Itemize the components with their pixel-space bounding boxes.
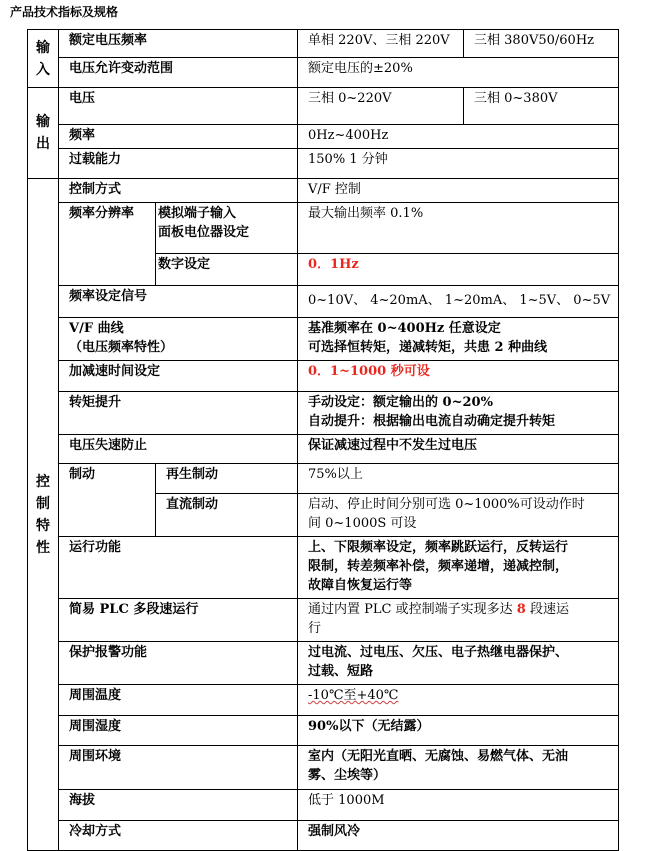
table-row (28, 179, 619, 203)
spec-sublabel: 再生制动 (156, 464, 298, 494)
torque-value-1: 手动设定：额定输出的 0~20% (308, 395, 493, 410)
table-row (28, 790, 619, 821)
group-input (28, 30, 59, 88)
plc-value-1 (308, 600, 614, 619)
spec-value: 强制风冷 (298, 821, 619, 851)
spec-value: 单相 220V、三相 220V (298, 30, 464, 58)
run-value-2: 限制，转差频率补偿，频率递增，递减控制， (308, 559, 569, 574)
spec-value: 三相 380V50/60Hz (464, 30, 619, 58)
table-row (28, 435, 619, 464)
env-value-1: 室内（无阳光直晒、无腐蚀、易燃气体、无油 (308, 749, 569, 764)
table-row (28, 746, 619, 790)
temp-value: -10℃至+40℃ (308, 688, 399, 703)
spec-value (298, 392, 619, 435)
vf-label-1: V/F 曲线 (69, 321, 124, 336)
vf-label-2: （电压频率特性） (69, 340, 174, 355)
spec-value (298, 537, 619, 599)
spec-label: 简易 PLC 多段速运行 (59, 599, 298, 642)
table-row (28, 30, 619, 58)
table-row (28, 318, 619, 361)
spec-sublabel: 直流制动 (156, 494, 298, 537)
group-control-label: 控制特性 (36, 473, 50, 556)
table-row (28, 392, 619, 435)
spec-value: 150% 1 分钟 (298, 149, 619, 179)
table-row (28, 361, 619, 392)
spec-label: 海拔 (59, 790, 298, 821)
spec-label: 转矩提升 (59, 392, 298, 435)
spec-label (59, 318, 298, 361)
group-output-label: 输出 (36, 114, 50, 152)
spec-value: 0．1~1000 秒可设 (298, 361, 619, 392)
spec-sublabel: 数字设定 (156, 254, 298, 286)
table-row (28, 286, 619, 318)
spec-label: 电压失速防止 (59, 435, 298, 464)
plc-value-2: 行 (308, 621, 322, 636)
page-title: 产品技术指标及规格 (10, 5, 119, 19)
spec-value: 75%以上 (298, 464, 619, 494)
spec-value: 三相 0~380V (464, 88, 619, 125)
group-control (28, 179, 59, 851)
spec-label: 过载能力 (59, 149, 298, 179)
spec-value: 90%以下（无结露） (298, 716, 619, 746)
env-value-2: 雾、尘埃等） (308, 768, 387, 783)
table-row (28, 203, 619, 254)
analog-label-2: 面板电位器设定 (158, 225, 250, 240)
table-row (28, 149, 619, 179)
group-input-label: 输入 (36, 39, 50, 78)
spec-label: 额定电压频率 (59, 30, 298, 58)
spec-value: 最大输出频率 0.1% (298, 203, 619, 254)
table-row (28, 464, 619, 494)
plc-value-1c: 段速运 (529, 602, 569, 617)
dc-value-1: 启动、停止时间分别可选 0~1000%可设动作时 (308, 497, 585, 512)
spec-label: 控制方式 (59, 179, 298, 203)
spec-value (298, 685, 619, 716)
spec-label: 频率分辨率 (59, 203, 156, 286)
spec-value (298, 494, 619, 537)
protect-value-2: 过载、短路 (308, 664, 374, 679)
spec-value: 保证减速过程中不发生过电压 (298, 435, 619, 464)
plc-stage-count: 8 (516, 602, 526, 617)
spec-label: 冷却方式 (59, 821, 298, 851)
spec-value (298, 318, 619, 361)
table-row (28, 685, 619, 716)
table-row (28, 716, 619, 746)
table-row (28, 88, 619, 125)
spec-label: 频率 (59, 125, 298, 149)
spec-sublabel (156, 203, 298, 254)
spec-value: V/F 控制 (298, 179, 619, 203)
dc-value-2: 间 0~1000S 可设 (308, 516, 417, 531)
spec-label: 电压 (59, 88, 298, 125)
spec-label: 频率设定信号 (59, 286, 298, 318)
spec-value: 0Hz~400Hz (298, 125, 619, 149)
plc-value-1a: 通过内置 PLC 或控制端子实现多达 (308, 602, 513, 617)
protect-value-1: 过电流、过电压、欠压、电子热继电器保护、 (308, 645, 569, 660)
group-output (28, 88, 59, 179)
spec-label: 保护报警功能 (59, 642, 298, 685)
spec-label: 运行功能 (59, 537, 298, 599)
table-row (28, 125, 619, 149)
vf-value-2: 可选择恒转矩，递减转矩，共患 2 种曲线 (308, 340, 548, 355)
spec-value: 额定电压的±20% (298, 58, 619, 88)
torque-value-2: 自动提升：根据输出电流自动确定提升转矩 (308, 414, 556, 429)
table-row (28, 599, 619, 642)
table-row (28, 58, 619, 88)
spec-label: 周围环境 (59, 746, 298, 790)
spec-label: 电压允许变动范围 (59, 58, 298, 88)
table-row (28, 642, 619, 685)
spec-table (27, 29, 619, 851)
spec-value: 0．1Hz (298, 254, 619, 286)
spec-label: 周围温度 (59, 685, 298, 716)
spec-value: 三相 0~220V (298, 88, 464, 125)
spec-label: 周围湿度 (59, 716, 298, 746)
run-value-1: 上、下限频率设定，频率跳跃运行，反转运行 (308, 540, 569, 555)
run-value-3: 故障自恢复运行等 (308, 578, 413, 593)
table-row (28, 821, 619, 851)
spec-value: 低于 1000M (298, 790, 619, 821)
table-row (28, 537, 619, 599)
spec-value (298, 599, 619, 642)
spec-label: 加减速时间设定 (59, 361, 298, 392)
spec-value (298, 746, 619, 790)
spec-value (298, 642, 619, 685)
vf-value-1: 基准频率在 0~400Hz 任意设定 (308, 321, 501, 336)
spec-value: 0~10V、 4~20mA、 1~20mA、 1~5V、 0~5V (298, 286, 619, 318)
analog-label-1: 模拟端子输入 (158, 206, 237, 221)
spec-label: 制动 (59, 464, 156, 537)
